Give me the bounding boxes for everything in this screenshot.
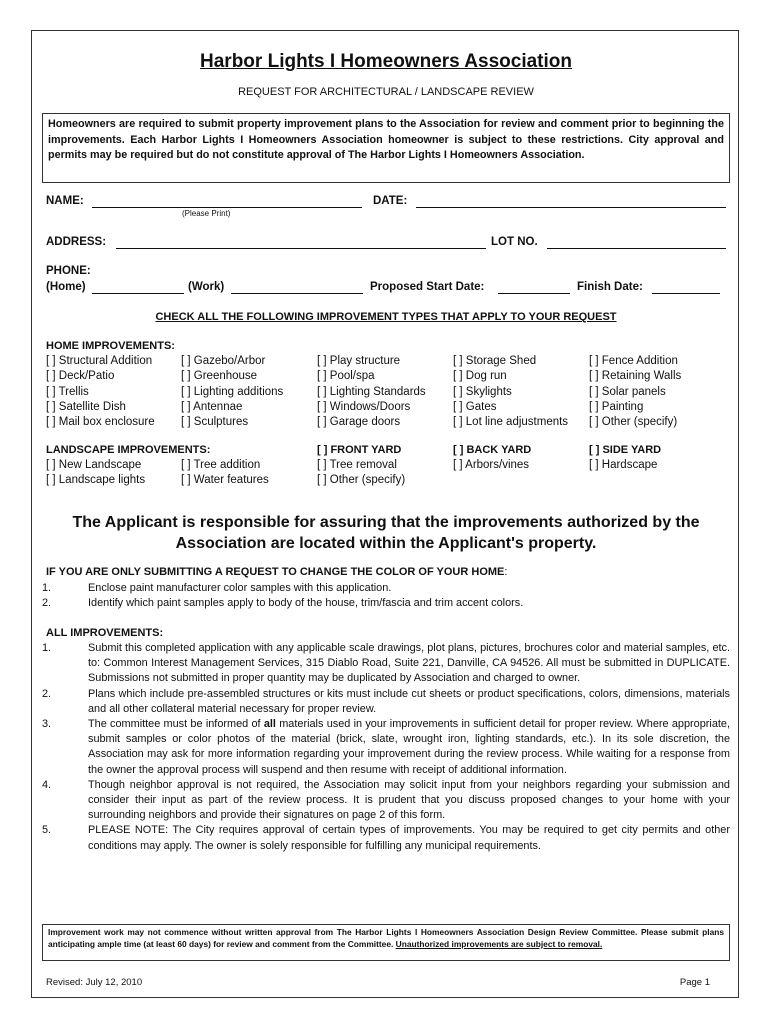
checkbox-lot-line-adjustments[interactable]: [ ] Lot line adjustments: [453, 416, 569, 429]
checkbox-tree-removal[interactable]: [ ] Tree removal: [317, 459, 397, 471]
color-heading: IF YOU ARE ONLY SUBMITTING A REQUEST TO CHANGE THE COLOR OF YOUR HOME: [46, 566, 505, 578]
address-label: ADDRESS:: [46, 236, 107, 248]
checkbox-landscape-lights[interactable]: [ ] Landscape lights: [46, 474, 146, 487]
landscape-col-3: [317, 458, 405, 489]
checkbox-deck-patio[interactable]: [ ] Deck/Patio: [46, 370, 115, 383]
checkbox-dog-run[interactable]: [ ] Dog run: [453, 370, 507, 383]
all-improvements-list: [42, 641, 730, 854]
checkbox-play-structure[interactable]: [ ] Play structure: [317, 355, 401, 367]
landscape-col-2: [181, 458, 269, 489]
work-phone-field[interactable]: [231, 293, 363, 294]
checkbox-greenhouse[interactable]: [ ] Greenhouse: [181, 370, 258, 383]
form-page: [31, 30, 739, 998]
address-field[interactable]: [116, 248, 486, 249]
checkbox-trellis[interactable]: [ ] Trellis: [46, 385, 89, 398]
home-col-2: [181, 354, 283, 430]
checkbox-new-landscape[interactable]: [ ] New Landscape: [46, 459, 142, 471]
checkbox-retaining-walls[interactable]: [ ] Retaining Walls: [589, 370, 682, 383]
work-phone-label: (Work): [188, 281, 225, 293]
color-heading-line: [46, 566, 507, 578]
date-field[interactable]: [416, 207, 726, 208]
checkbox-skylights[interactable]: [ ] Skylights: [453, 385, 512, 398]
date-label: DATE:: [373, 195, 408, 207]
checkbox-other-specify-landscape[interactable]: [ ] Other (specify): [317, 474, 406, 487]
all-improvements-heading: ALL IMPROVEMENTS:: [46, 627, 164, 639]
item-number: 2.: [42, 687, 52, 700]
start-date-label: Proposed Start Date:: [370, 281, 485, 293]
checkbox-windows-doors[interactable]: [ ] Windows/Doors: [317, 400, 411, 413]
checkbox-water-features[interactable]: [ ] Water features: [181, 474, 269, 487]
item-text: Submit this completed application with any applicable scale drawings, plot plans, pictures, brochures color and material samples, etc. to: Common Interest Management Services, 315 Diablo Road, Suite 221, Danville, CA 94526. All must be submitted in DUPLICATE. Submissions not submitted in proper quantity may be duplicated by Association and charged to owner.: [88, 642, 730, 685]
checkbox-back-yard[interactable]: [ ] BACK YARD: [453, 444, 532, 456]
lot-label: LOT NO.: [491, 236, 538, 248]
list-item: [42, 823, 730, 853]
checkbox-arbors-vines[interactable]: [ ] Arbors/vines: [453, 459, 530, 471]
item-text-part: The committee must be informed of: [88, 718, 264, 731]
list-item: [42, 717, 730, 778]
checkbox-satellite-dish[interactable]: [ ] Satellite Dish: [46, 400, 126, 413]
finish-date-field[interactable]: [652, 293, 720, 294]
checkbox-fence-addition[interactable]: [ ] Fence Addition: [589, 355, 678, 367]
item-number: 5.: [42, 824, 52, 837]
checkbox-front-yard[interactable]: [ ] FRONT YARD: [317, 444, 402, 456]
checkbox-painting[interactable]: [ ] Painting: [589, 400, 644, 413]
home-col-5: [589, 354, 681, 430]
item-text: Though neighbor approval is not required, the Association may solicit input from your neighbors regarding your submission and consider their input as part of the review process. It is prudent that you discuss proposed changes to your home with your surrounding neighbors and provide their signatures on page 2 of this form.: [88, 778, 730, 822]
checkbox-lighting-standards[interactable]: [ ] Lighting Standards: [317, 385, 426, 398]
color-list: [42, 581, 730, 611]
home-phone-field[interactable]: [92, 293, 184, 294]
item-text: Plans which include pre-assembled structures or kits must include cut sheets or product specifications, colors, dimensions, materials and all other collateral material necessary for proper review.: [88, 687, 730, 715]
item-text-part: materials used in your improvements in sufficient detail for proper review. Where appropriate, submit samples or color photos of the material (brick, slate, wrought iron, lighting standards, etc.). In its sole discretion, the Association may ask for more information regarding your improvement during the review process. While waiting for a response from the owner the approval process will suspend and then resume with receipt of additional information.: [88, 718, 730, 776]
name-label: NAME:: [46, 195, 84, 207]
list-item: [42, 641, 730, 687]
home-col-3: [317, 354, 426, 430]
item-number: 2.: [42, 597, 52, 610]
finish-date-label: Finish Date:: [577, 281, 643, 293]
checkbox-mail-box-enclosure[interactable]: [ ] Mail box enclosure: [46, 416, 155, 429]
checkbox-structural-addition[interactable]: [ ] Structural Addition: [46, 355, 153, 367]
start-date-field[interactable]: [498, 293, 570, 294]
item-number: 1.: [42, 582, 52, 594]
home-col-4: [453, 354, 568, 430]
list-item: [42, 596, 730, 611]
landscape-col-1: [46, 458, 145, 489]
item-text: [88, 717, 730, 778]
phone-label: PHONE:: [46, 265, 91, 277]
name-hint: (Please Print): [182, 209, 231, 218]
item-text-emphasis: all: [263, 718, 276, 731]
item-text: Enclose paint manufacturer color samples with this application.: [88, 582, 392, 594]
landscape-col-5: [589, 458, 657, 473]
color-heading-colon: :: [504, 566, 508, 578]
landscape-col-4: [453, 458, 529, 473]
list-item: [42, 581, 730, 596]
checkbox-sculptures[interactable]: [ ] Sculptures: [181, 416, 249, 429]
item-number: 3.: [42, 718, 52, 731]
form-subtitle: REQUEST FOR ARCHITECTURAL / LANDSCAPE REVIEW: [238, 86, 534, 98]
lot-field[interactable]: [547, 248, 726, 249]
name-field[interactable]: [92, 207, 362, 208]
item-text: Identify which paint samples apply to body of the house, trim/fascia and trim accent colors.: [88, 597, 524, 610]
list-item: [42, 687, 730, 717]
item-number: 4.: [42, 778, 52, 791]
landscape-improvements-heading: LANDSCAPE IMPROVEMENTS:: [46, 444, 211, 456]
item-text: PLEASE NOTE: The City requires approval of certain types of improvements. You may be required to get city permits and other conditions may apply. The owner is solely responsible for fulfilling any municipal requirements.: [88, 824, 730, 852]
form-title: Harbor Lights I Homeowners Association: [200, 51, 572, 72]
checkbox-garage-doors[interactable]: [ ] Garage doors: [317, 416, 401, 429]
responsibility-statement: The Applicant is responsible for assuring that the improvements authorized by the Association are located within the Applicant's property.: [72, 514, 700, 552]
checkbox-other-specify-home[interactable]: [ ] Other (specify): [589, 416, 678, 429]
revised-date: Revised: July 12, 2010: [46, 977, 143, 988]
checkbox-hardscape[interactable]: [ ] Hardscape: [589, 459, 658, 471]
home-phone-label: (Home): [46, 281, 86, 293]
footer-notice-box: [42, 924, 730, 961]
checkbox-tree-addition[interactable]: [ ] Tree addition: [181, 459, 261, 471]
page-number: Page 1: [679, 977, 710, 988]
footer-notice-text: Improvement work may not commence without written approval from The Harbor Lights I Homeowners Association Design Review Committee. Please submit plans anticipating ample time (at least 60 days) for review and comment from the Committee.: [48, 927, 724, 949]
item-number: 1.: [42, 642, 52, 654]
checkbox-gazebo-arbor[interactable]: [ ] Gazebo/Arbor: [181, 355, 266, 367]
checkbox-storage-shed[interactable]: [ ] Storage Shed: [453, 355, 537, 367]
checkbox-gates[interactable]: [ ] Gates: [453, 400, 497, 413]
checkbox-pool-spa[interactable]: [ ] Pool/spa: [317, 370, 375, 383]
check-heading: CHECK ALL THE FOLLOWING IMPROVEMENT TYPES THAT APPLY TO YOUR REQUEST: [155, 311, 617, 323]
list-item: [42, 778, 730, 824]
checkbox-side-yard[interactable]: [ ] SIDE YARD: [589, 444, 662, 456]
home-col-1: [46, 354, 155, 430]
checkbox-solar-panels[interactable]: [ ] Solar panels: [589, 385, 666, 398]
footer-notice-warning: Unauthorized improvements are subject to removal.: [395, 938, 603, 949]
checkbox-lighting-additions[interactable]: [ ] Lighting additions: [181, 385, 284, 398]
home-improvements-heading: HOME IMPROVEMENTS:: [46, 340, 175, 352]
checkbox-antennae[interactable]: [ ] Antennae: [181, 400, 243, 413]
intro-box: Homeowners are required to submit property improvement plans to the Association for review and comment prior to beginning the improvements. Each Harbor Lights I Homeowners Association homeowner is subject to these restrictions. City approval and permits may be required but do not constitute approval of The Harbor Lights I Homeowners Association.: [42, 113, 730, 183]
